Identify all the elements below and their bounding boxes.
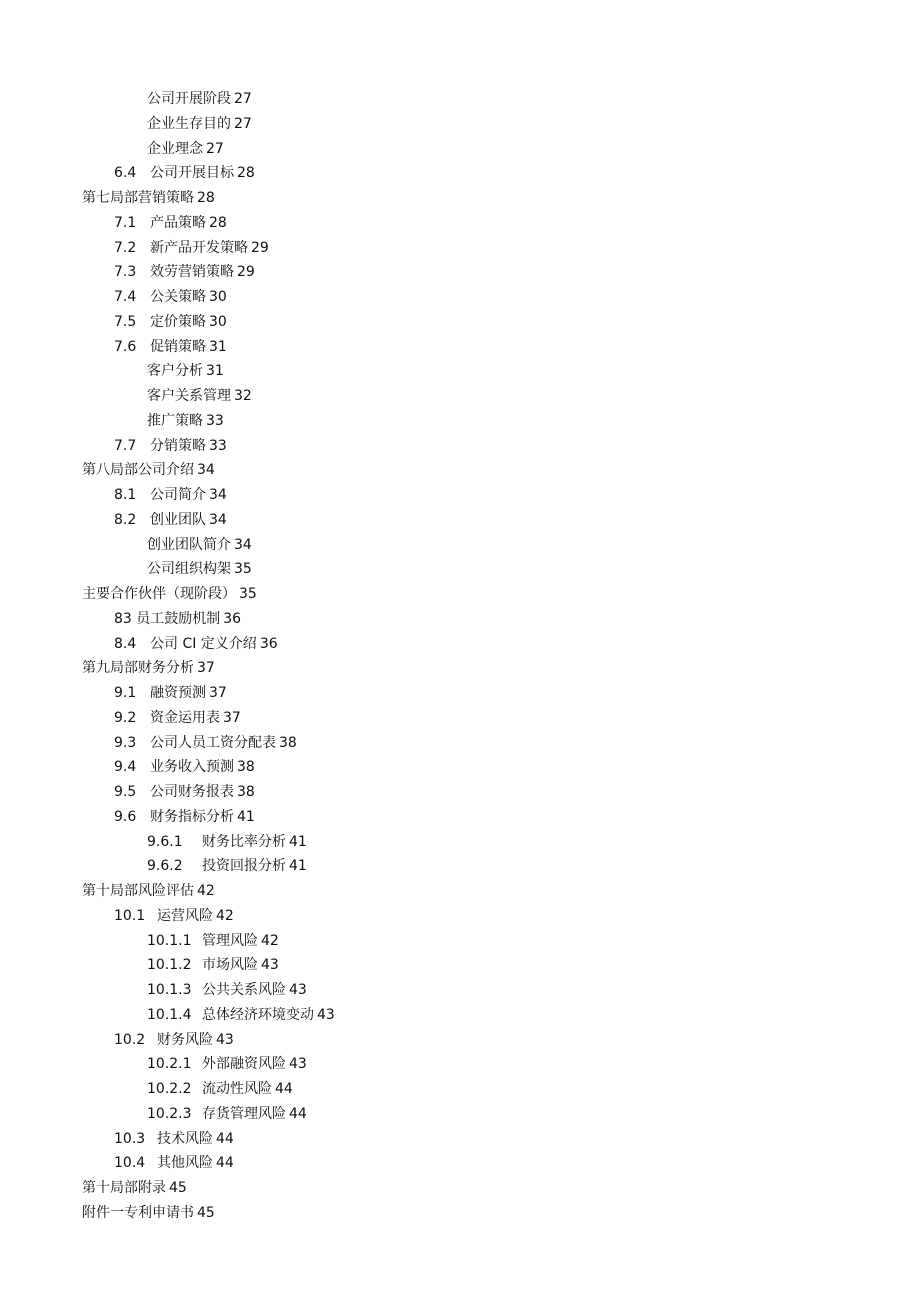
toc-entry-title: 资金运用表: [150, 709, 220, 726]
toc-entry-title: 公关策略: [150, 289, 206, 305]
toc-entry[interactable]: [0, 1102, 920, 1127]
toc-entry-number: 9.1: [114, 685, 137, 701]
toc-entry[interactable]: [0, 681, 920, 706]
toc-entry-title: 公司开展目标: [150, 165, 234, 182]
toc-entry-title: 财务指标分析: [150, 808, 234, 825]
toc-entry-page-number: 38: [237, 759, 255, 776]
toc-entry-page-number: 36: [259, 635, 278, 652]
toc-entry[interactable]: [0, 186, 920, 211]
toc-entry-page-number: 28: [197, 190, 215, 206]
toc-entry-page-number: 30: [209, 313, 227, 330]
toc-entry-number: 7.7: [114, 437, 137, 454]
toc-entry-number: 10.1: [114, 907, 146, 924]
toc-entry[interactable]: [0, 1176, 920, 1201]
toc-entry[interactable]: [0, 1077, 920, 1102]
toc-entry-number: 8.2: [114, 511, 137, 528]
toc-entry-page-number: 33: [209, 437, 227, 454]
toc-entry-page-number: 41: [237, 808, 255, 825]
toc-entry-page-number: 38: [279, 734, 297, 751]
toc-entry[interactable]: [0, 731, 920, 756]
toc-entry-title: 业务收入预测: [150, 759, 234, 776]
toc-entry[interactable]: [0, 434, 920, 459]
toc-entry-page-number: 43: [317, 1006, 335, 1023]
toc-entry-title: 财务比率分析: [202, 833, 286, 850]
toc-entry-number: 10.3: [114, 1130, 146, 1147]
toc-entry-number: 8.1: [114, 487, 137, 503]
toc-entry-number: 9.6.1: [147, 833, 183, 850]
toc-entry-title: 公司财务报表: [150, 784, 234, 800]
toc-entry[interactable]: [0, 929, 920, 954]
toc-entry-number: 10.1.1: [147, 932, 192, 949]
toc-entry[interactable]: [0, 978, 920, 1003]
toc-entry-page-number: 45: [169, 1180, 187, 1196]
toc-entry-number: 7.5: [114, 313, 137, 330]
toc-entry[interactable]: [0, 1151, 920, 1176]
toc-entry-page-number: 32: [234, 388, 252, 404]
toc-entry-title: 市场风险: [202, 957, 258, 974]
toc-entry-number: 7.4: [114, 289, 137, 305]
toc-entry-page-number: 31: [206, 363, 224, 380]
toc-entry-title: 83 员工鼓励机制: [114, 610, 221, 627]
toc-entry[interactable]: [0, 137, 920, 162]
toc-entry-page-number: 36: [223, 610, 242, 627]
toc-entry-page-number: 27: [206, 140, 224, 157]
toc-entry[interactable]: [0, 1127, 920, 1152]
toc-entry-number: 9.5: [114, 784, 137, 800]
toc-entry-title: 客户关系管理: [147, 388, 231, 404]
toc-entry-number: 9.4: [114, 759, 137, 776]
toc-entry-title: 第十局部附录: [82, 1180, 166, 1196]
toc-entry-page-number: 43: [289, 982, 307, 998]
toc-entry[interactable]: [0, 508, 920, 533]
toc-entry-title: 运营风险: [157, 907, 213, 924]
toc-entry-page-number: 27: [234, 115, 252, 132]
toc-entry-page-number: 42: [216, 907, 234, 924]
toc-entry-title: 主要合作伙伴（现阶段）: [82, 586, 236, 602]
toc-entry-page-number: 41: [289, 858, 307, 875]
toc-entry-title: 公司组织构架: [147, 561, 231, 578]
toc-entry-title: 第八局部公司介绍: [82, 462, 194, 479]
toc-entry-title: 总体经济环境变动: [202, 1006, 314, 1023]
toc-entry-number: 9.6.2: [147, 858, 183, 875]
toc-entry-title: 附件一专利申请书: [82, 1204, 194, 1221]
toc-entry-title: 财务风险: [157, 1031, 213, 1048]
toc-entry-title: 融资预测: [150, 685, 206, 701]
toc-entry-number: 10.2.2: [147, 1081, 192, 1097]
toc-entry-page-number: 38: [237, 784, 255, 800]
toc-entry-number: 9.6: [114, 808, 137, 825]
toc-entry-number: 7.2: [114, 239, 137, 256]
toc-entry-page-number: 43: [261, 957, 279, 974]
toc-entry[interactable]: [0, 384, 920, 409]
toc-entry-title: 公共关系风险: [202, 982, 286, 998]
toc-entry[interactable]: [0, 953, 920, 978]
toc-entry-page-number: 37: [209, 685, 227, 701]
toc-entry[interactable]: [0, 1052, 920, 1077]
toc-entry[interactable]: [0, 706, 920, 731]
toc-entry[interactable]: [0, 236, 920, 261]
toc-entry-number: 9.3: [114, 734, 137, 751]
toc-entry-page-number: 28: [237, 165, 255, 182]
toc-entry[interactable]: [0, 805, 920, 830]
toc-entry-page-number: 34: [209, 487, 227, 503]
toc-entry[interactable]: [0, 854, 920, 879]
toc-entry-number: 10.1.2: [147, 957, 192, 974]
toc-entry-title: 管理风险: [202, 932, 258, 949]
toc-entry-title: 其他风险: [157, 1155, 213, 1172]
toc-entry-page-number: 42: [261, 932, 279, 949]
toc-entry-title: 存货管理风险: [202, 1105, 286, 1122]
toc-entry-page-number: 35: [234, 561, 252, 578]
toc-entry[interactable]: [0, 161, 920, 186]
toc-entry-title: 企业生存目的: [147, 115, 231, 132]
toc-entry-number: 10.2.3: [147, 1105, 192, 1122]
toc-entry-page-number: 33: [206, 412, 224, 429]
toc-entry-title: 推广策略: [147, 412, 203, 429]
toc-entry-title: 新产品开发策略: [150, 239, 248, 256]
toc-entry[interactable]: [0, 211, 920, 236]
toc-entry-page-number: 27: [234, 91, 252, 107]
toc-entry-page-number: 35: [239, 586, 257, 602]
toc-entry-page-number: 29: [251, 239, 269, 256]
toc-entry-page-number: 29: [237, 264, 255, 281]
toc-entry[interactable]: [0, 632, 920, 657]
toc-entry-page-number: 28: [209, 214, 227, 231]
toc-entry-page-number: 41: [289, 833, 307, 850]
toc-entry-number: 10.4: [114, 1155, 146, 1172]
toc-entry-number: 10.2: [114, 1031, 146, 1048]
toc-entry-page-number: 31: [209, 338, 227, 355]
toc-entry-number: 10.2.1: [147, 1056, 192, 1073]
toc-entry-title: 分销策略: [150, 437, 206, 454]
toc-entry[interactable]: [0, 1028, 920, 1053]
toc-entry-title: 创业团队简介: [147, 536, 231, 553]
toc-entry-title: 定价策略: [150, 313, 206, 330]
toc-entry-number: 7.6: [114, 338, 137, 355]
toc-entry-title: 第九局部财务分析: [82, 660, 194, 677]
toc-entry-title: 投资回报分析: [202, 858, 286, 875]
toc-entry-number: 9.2: [114, 709, 137, 726]
toc-entry[interactable]: [0, 557, 920, 582]
toc-entry-title: 公司简介: [150, 487, 206, 503]
toc-entry[interactable]: [0, 458, 920, 483]
toc-entry-number: 7.1: [114, 214, 137, 231]
toc-entry-title: 创业团队: [150, 511, 206, 528]
toc-entry-title: 技术风险: [157, 1130, 213, 1147]
toc-entry-page-number: 43: [216, 1031, 234, 1048]
toc-entry[interactable]: [0, 260, 920, 285]
toc-entry-title: 第七局部营销策略: [82, 190, 194, 206]
toc-entry-title: 企业理念: [147, 140, 203, 157]
toc-entry[interactable]: [0, 87, 920, 112]
toc-entry[interactable]: [0, 359, 920, 384]
toc-entry-title: 外部融资风险: [202, 1056, 286, 1073]
toc-entry[interactable]: [0, 656, 920, 681]
toc-entry[interactable]: [0, 112, 920, 137]
toc-entry-title: 公司开展阶段: [147, 91, 231, 107]
toc-entry[interactable]: [0, 409, 920, 434]
toc-entry-title: 促销策略: [150, 338, 206, 355]
toc-entry-page-number: 34: [209, 511, 227, 528]
toc-entry[interactable]: [0, 904, 920, 929]
toc-entry[interactable]: [0, 879, 920, 904]
toc-entry-number: 6.4: [114, 165, 137, 182]
toc-entry[interactable]: [0, 483, 920, 508]
toc-entry-page-number: 34: [197, 462, 215, 479]
toc-entry-page-number: 44: [216, 1155, 234, 1172]
toc-entry-page-number: 44: [275, 1081, 293, 1097]
toc-entry-number: 7.3: [114, 264, 137, 281]
toc-entry[interactable]: [0, 755, 920, 780]
toc-entry-number: 10.1.4: [147, 1006, 192, 1023]
toc-entry-title: 公司 CI 定义介绍: [150, 635, 257, 652]
toc-entry[interactable]: [0, 533, 920, 558]
toc-entry-page-number: 37: [197, 660, 215, 677]
toc-entry-page-number: 44: [289, 1105, 307, 1122]
toc-entry-page-number: 37: [223, 709, 241, 726]
toc-entry[interactable]: [0, 607, 920, 632]
toc-entry[interactable]: [0, 780, 920, 805]
toc-entry[interactable]: [0, 310, 920, 335]
toc-entry-title: 效劳营销策略: [150, 264, 234, 281]
toc-entry-title: 公司人员工资分配表: [150, 734, 276, 751]
toc-entry-page-number: 30: [209, 289, 227, 305]
toc-entry-number: 8.4: [114, 635, 137, 652]
toc-entry-page-number: 42: [197, 883, 215, 899]
toc-entry-page-number: 34: [234, 536, 252, 553]
toc-entry[interactable]: [0, 582, 920, 607]
toc-entry-title: 产品策略: [150, 214, 206, 231]
toc-entry-number: 10.1.3: [147, 982, 192, 998]
toc-entry-page-number: 44: [216, 1130, 234, 1147]
table-of-contents: [0, 87, 920, 1226]
toc-entry-title: 第十局部风险评估: [82, 883, 194, 899]
toc-entry[interactable]: [0, 285, 920, 310]
toc-entry-page-number: 43: [289, 1056, 307, 1073]
toc-entry[interactable]: [0, 335, 920, 360]
toc-entry[interactable]: [0, 1201, 920, 1226]
toc-entry-page-number: 45: [197, 1204, 215, 1221]
toc-entry[interactable]: [0, 1003, 920, 1028]
toc-entry-title: 流动性风险: [202, 1081, 272, 1097]
toc-entry-title: 客户分析: [147, 363, 203, 380]
toc-entry[interactable]: [0, 830, 920, 855]
